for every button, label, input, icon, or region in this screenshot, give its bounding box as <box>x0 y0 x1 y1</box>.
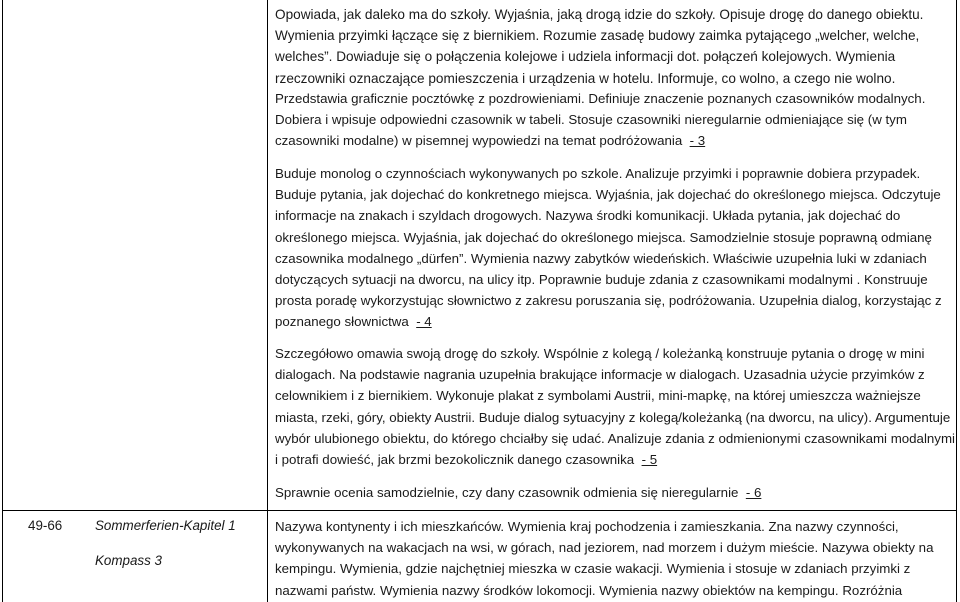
grade-marker-6: - 6 <box>745 485 762 500</box>
competency-paragraph-grade-6 <box>275 482 955 503</box>
table-right-border <box>956 0 957 602</box>
textbook-name: Kompass 3 <box>95 553 162 568</box>
competency-paragraph-grade-3a: Opowiada, jak daleko ma do szkoły. Wyjaśnia, jaką drogą idzie do szkoły. Opisuje drogę do danego obiektu. Wymienia przyimki łączące się z biernikiem. Rozumie zasadę budowy zaimka pytającego „welcher, welche, welches”. Dowiaduje się o połączenia kolejowe i udziela informacji dot. połączeń kolejowych. Wymienia rzeczowniki oznaczające pomieszczenia i urządzenia w hotelu. Informuje, co wolno, a czego nie wolno. <box>275 7 924 86</box>
chapter-title: Sommerferien-Kapitel 1 <box>95 518 236 533</box>
competency-paragraph-grade-3b <box>275 88 955 152</box>
lesson-range: 49-66 <box>28 518 63 533</box>
competency-paragraph-grade-5 <box>275 343 955 470</box>
grade-marker-3: - 3 <box>689 133 706 149</box>
competency-text: Szczegółowo omawia swoją drogę do szkoły. Wspólnie z kolegą / koleżanką konstruuje pytania o drogę w mini dialogach. Na podstawie nagrania uzupełnia brakujące informacje w dialogach. Uzasadnia użycie przyimków z celownikiem i z biernikiem. Wykonuje plakat z symbolami Austrii, mini-mapkę, na której umieszcza ważniejsze miasta, rzeki, góry, obiekty Austrii. Buduje dialog sytuacyjny z kolegą/koleżanką (na dworcu, na ulicy). Argumentuje wybór ulubionego obiektu, do którego chciałby się udać. Analizuje zdania z odmienionymi czasownikami modalnymi i potrafi dowieść, jak brzmi bezokolicznik danego czasownika <box>275 346 955 468</box>
grade-marker-5: - 5 <box>641 452 658 468</box>
competency-paragraph-grade-4 <box>275 163 955 333</box>
table-left-border <box>2 0 3 602</box>
column-divider <box>267 0 268 602</box>
grade-marker-4: - 4 <box>416 314 432 330</box>
competency-text: Przedstawia graficznie pocztówkę z pozdrowieniami. Definiuje znaczenie poznanych czasowników modalnych. Dobiera i wpisuje odpowiedni czasownik w tabeli. Stosuje czasowniki nieregularnie odmieniające się (w tym czasowniki modalne) w pisemnej wypowiedzi na temat podróżowania <box>275 91 926 149</box>
competency-text: Buduje monolog o czynnościach wykonywanych po szkole. Analizuje przyimki i poprawnie dobiera przypadek. Buduje pytania, jak dojechać do konkretnego miejsca. Wyjaśnia, jak dojechać do określonego miejsca. Odczytuje informacje na znakach i szyldach drogowych. Nazywa środki komunikacji. Układa pytania, jak dojechać do określonego miejsca. Wyjaśnia, jak dojechać do określonego miejsca. Samodzielnie stosuje poprawną odmianę czasownika modalnego „dürfen”. Wymienia nazwy zabytków wiedeńskich. Właściwie uzupełnia luki w zdaniach dotyczących sytuacji na dworcu, na ulicy itp. Poprawnie buduje zdania z czasownikami modalnymi . Konstruuje prosta poradę wykorzystując słownictwo z zakresu poruszania się, podróżowania. Uzupełnia dialog, korzystając z poznanego słownictwa <box>275 166 942 330</box>
row-divider <box>2 510 957 511</box>
competency-paragraph-chapter-1: Nazywa kontynenty i ich mieszkańców. Wymienia kraj pochodzenia i zamieszkania. Zna nazwy czynności, wykonywanych na wakacjach na wsi, w górach, nad jeziorem, nad morzem i dużym mieście. Nazywa obiekty na kempingu. Wymienia, gdzie najchętniej mieszka w czasie wakacji. Wymienia i stosuje w zdaniach przyimki z nazwami państw. Wymienia nazwy środków lokomocji. Wymienia nazwy obiektów na kempingu. Rozróżnia <box>275 519 934 598</box>
competency-text: Sprawnie ocenia samodzielnie, czy dany czasownik odmienia się nieregularnie <box>275 485 739 500</box>
